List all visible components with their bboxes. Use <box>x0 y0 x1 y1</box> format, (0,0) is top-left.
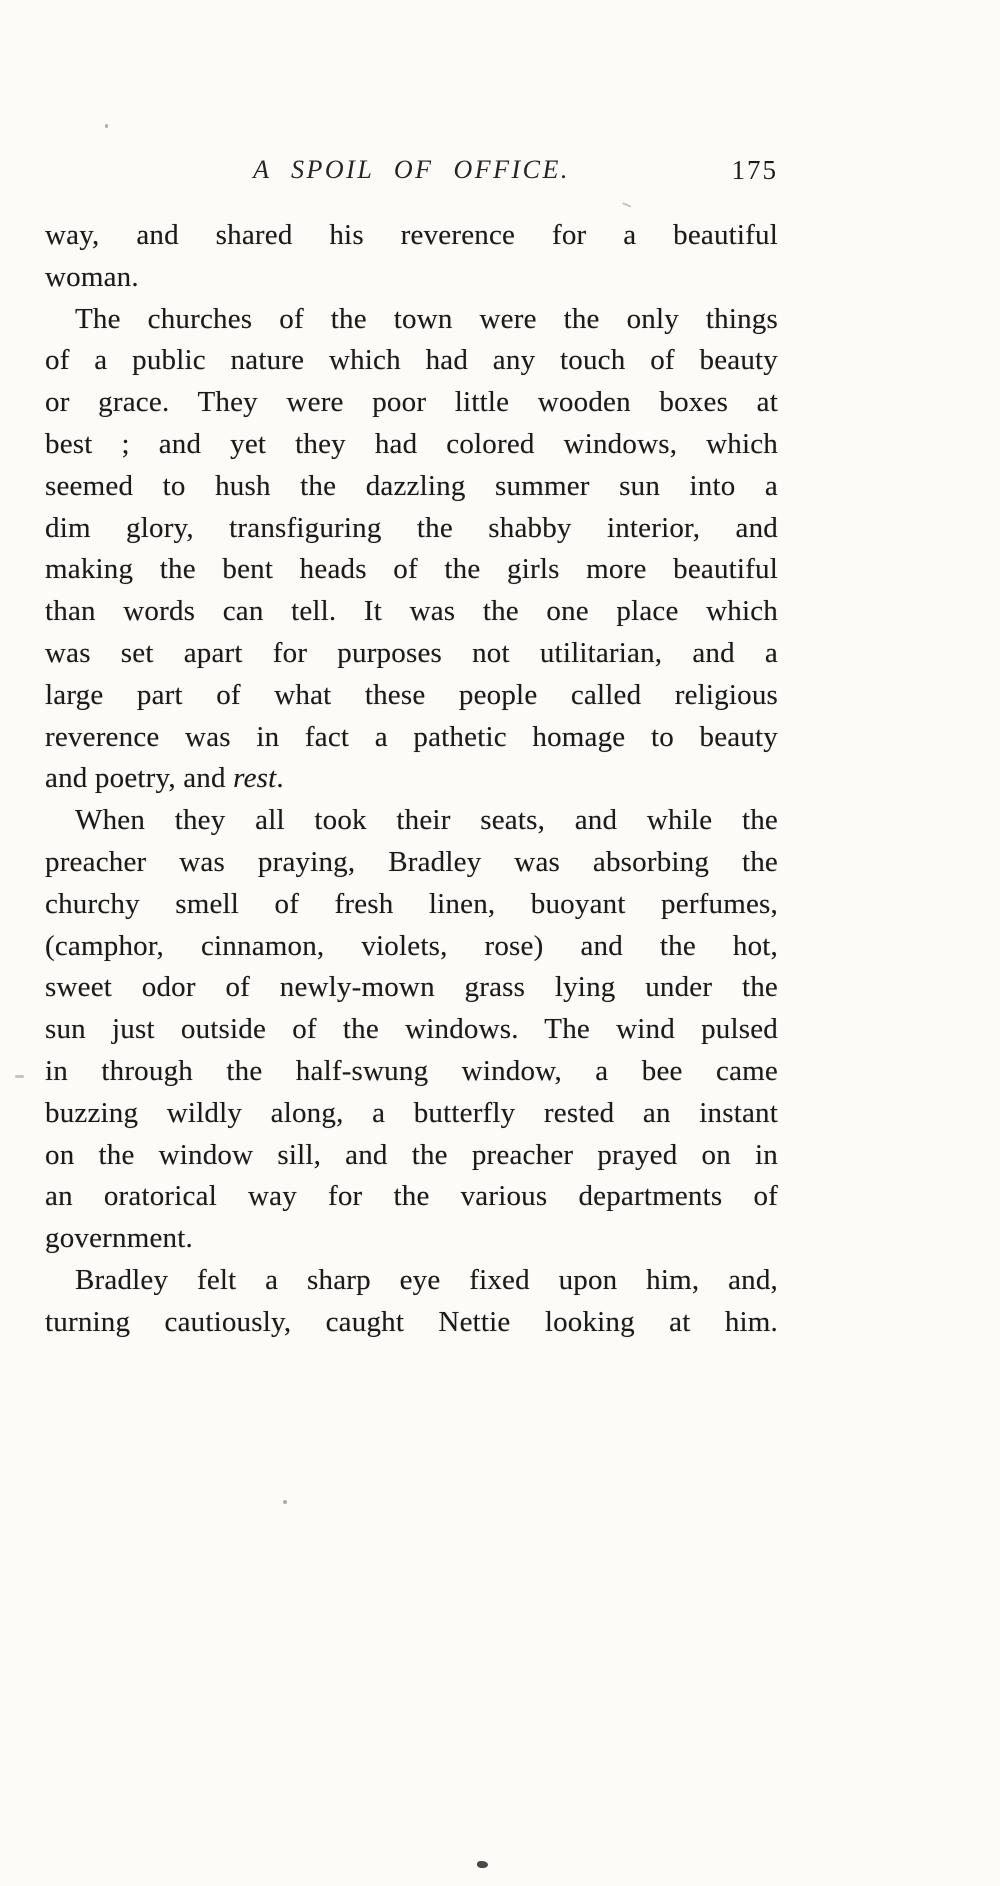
text-line: an oratorical way for the various departments of <box>45 1180 778 1213</box>
text-line: reverence was in fact a pathetic homage to beauty <box>45 720 778 753</box>
text-line: best ; and yet they had colored windows, which <box>45 427 778 460</box>
scan-artifact <box>105 124 108 128</box>
text-segment: and poetry, and <box>45 762 234 795</box>
text-line: or grace. They were poor little wooden boxes at <box>45 386 778 419</box>
text-line: preacher was praying, Bradley was absorbing the <box>45 845 778 878</box>
text-line: sun just outside of the windows. The wind pulsed <box>45 1013 778 1046</box>
running-title: A SPOIL OF OFFICE. <box>253 155 570 184</box>
scan-artifact <box>283 1500 287 1504</box>
page-number: 175 <box>731 155 778 185</box>
text-segment: . <box>276 762 284 795</box>
text-line: in through the half-swung window, a bee came <box>45 1054 778 1087</box>
italic-word: rest <box>233 762 277 795</box>
paragraph <box>45 215 778 299</box>
text-line: churchy smell of fresh linen, buoyant perfumes, <box>45 887 778 920</box>
text-line: (camphor, cinnamon, violets, rose) and the hot, <box>45 929 778 962</box>
paragraph <box>45 299 778 801</box>
text-line: woman. <box>45 260 139 293</box>
page-header <box>45 155 778 197</box>
scan-artifact <box>15 1075 24 1078</box>
scan-artifact <box>622 199 633 208</box>
text-line: than words can tell. It was the one place which <box>45 595 778 628</box>
text-line: government. <box>45 1222 193 1255</box>
text-line: was set apart for purposes not utilitarian, and a <box>45 636 778 669</box>
text-line: buzzing wildly along, a butterfly rested an instant <box>45 1096 778 1129</box>
text-line: on the window sill, and the preacher prayed on in <box>45 1138 778 1171</box>
text-line <box>45 758 778 800</box>
text-line: seemed to hush the dazzling summer sun into a <box>45 469 778 502</box>
text-line: of a public nature which had any touch of beauty <box>45 344 778 377</box>
text-line: way, and shared his reverence for a beautiful <box>45 219 778 251</box>
text-line: large part of what these people called religious <box>45 678 778 711</box>
text-line: making the bent heads of the girls more beautiful <box>45 553 778 586</box>
scan-artifact <box>477 1861 488 1868</box>
text-line: sweet odor of newly-mown grass lying under the <box>45 971 778 1004</box>
paragraph <box>45 1260 778 1344</box>
text-line: The churches of the town were the only things <box>75 302 778 335</box>
text-line: dim glory, transfiguring the shabby interior, and <box>45 511 778 544</box>
text-line: Bradley felt a sharp eye fixed upon him, and, <box>75 1263 778 1296</box>
page-body <box>45 215 778 1344</box>
paragraph <box>45 800 778 1260</box>
text-line: turning cautiously, caught Nettie looking at him. <box>45 1305 778 1338</box>
text-line: When they all took their seats, and while the <box>75 804 778 837</box>
